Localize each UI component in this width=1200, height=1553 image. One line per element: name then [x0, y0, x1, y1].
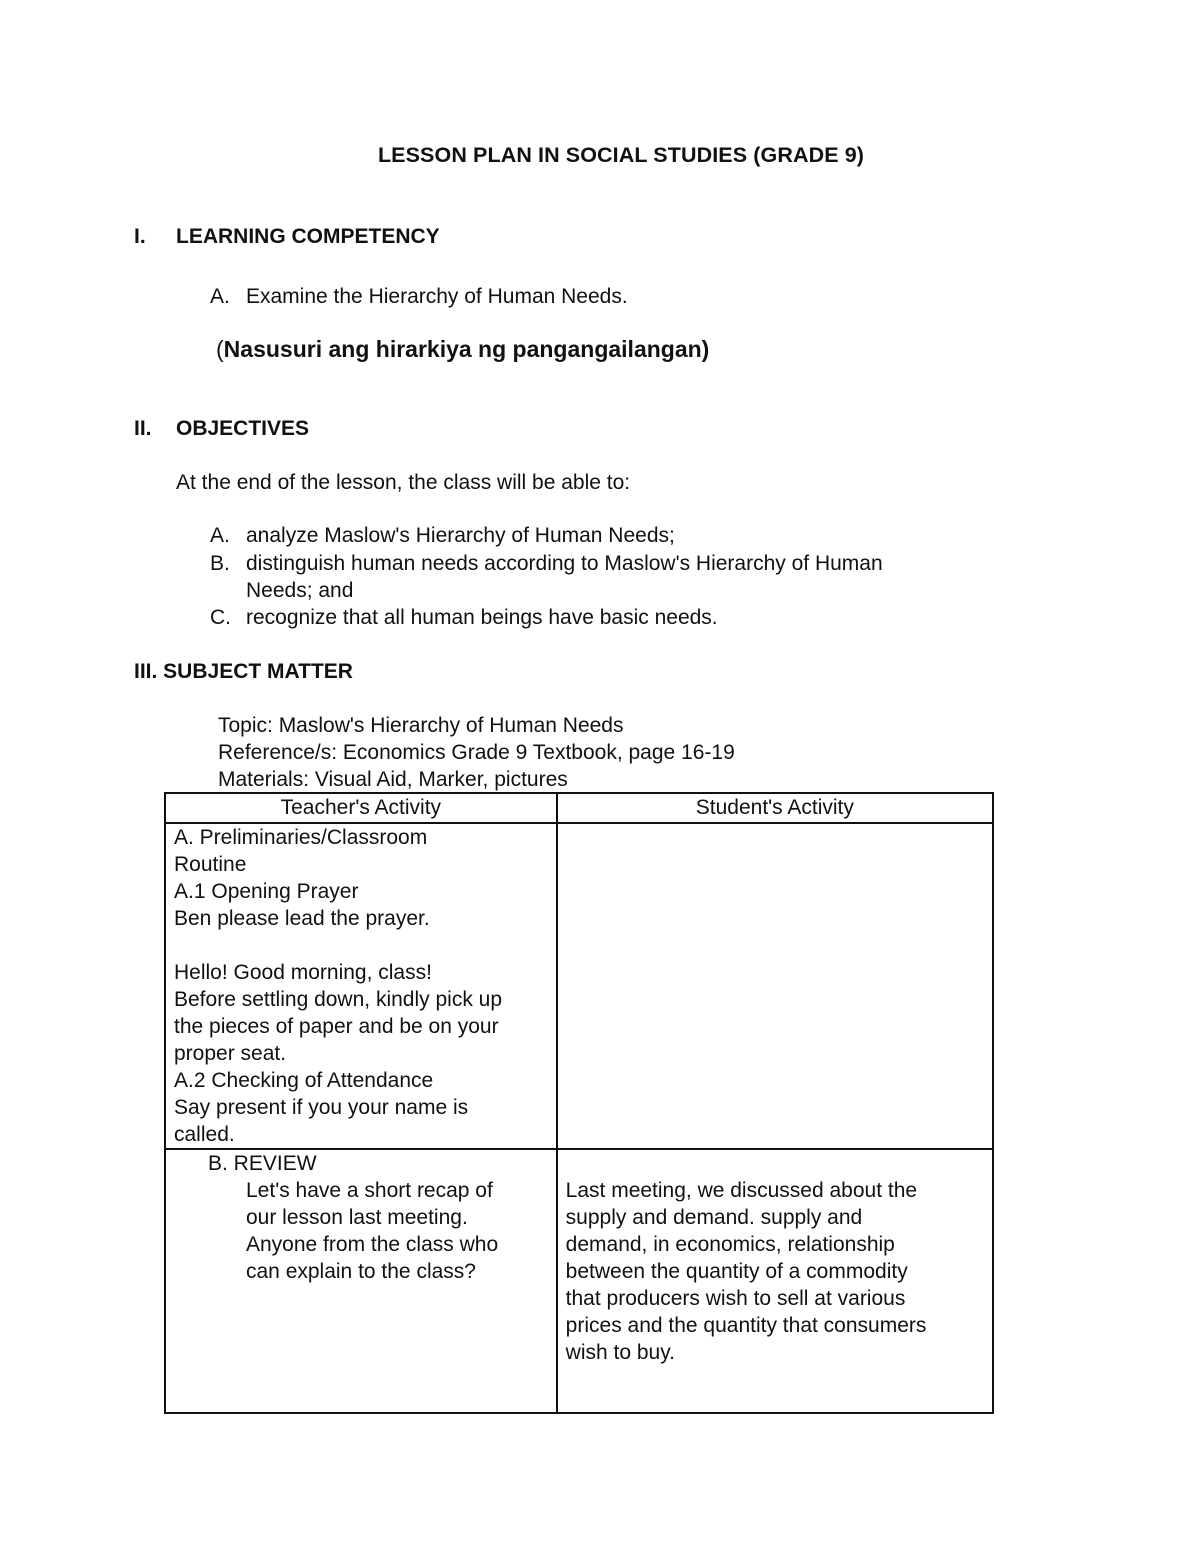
subject-materials: Materials: Visual Aid, Marker, pictures: [218, 768, 568, 791]
objective-a-letter: A.: [210, 524, 230, 547]
routine-line: A.1 Opening Prayer: [174, 880, 359, 903]
review-teacher-line: Anyone from the class who: [246, 1233, 499, 1256]
tagalog-open-paren: (: [216, 336, 224, 362]
objective-b-text: distinguish human needs according to Maslow's Hierarchy of Human: [246, 552, 883, 575]
routine-line: Hello! Good morning, class!: [174, 961, 432, 984]
page-title: LESSON PLAN IN SOCIAL STUDIES (GRADE 9): [377, 143, 865, 167]
objective-a-text: analyze Maslow's Hierarchy of Human Needs;: [246, 524, 675, 547]
routine-line: Routine: [174, 853, 247, 876]
routine-line: proper seat.: [174, 1042, 287, 1065]
table-header-row: [165, 793, 993, 823]
review-student-line: between the quantity of a commodity: [565, 1260, 908, 1283]
routine-teacher-cell: [165, 823, 557, 1149]
header-student-activity: Student's Activity: [557, 793, 993, 823]
subject-topic: Topic: Maslow's Hierarchy of Human Needs: [218, 714, 624, 737]
review-student-line: Last meeting, we discussed about the: [565, 1179, 918, 1202]
review-teacher-line: Let's have a short recap of: [246, 1179, 493, 1202]
competency-tagalog: [216, 336, 709, 363]
objective-b-continuation: Needs; and: [246, 579, 354, 602]
section-2-number: II.: [134, 417, 152, 440]
objective-b-letter: B.: [210, 552, 230, 575]
routine-line: called.: [174, 1123, 235, 1146]
header-teacher-activity: Teacher's Activity: [165, 793, 557, 823]
review-student-answer: [566, 1150, 984, 1366]
routine-line: Ben please lead the prayer.: [174, 907, 430, 930]
routine-blank-line: [174, 932, 548, 959]
tagalog-text: Nasusuri ang hirarkiya ng pangangailangan): [223, 336, 710, 362]
section-2-heading: OBJECTIVES: [176, 417, 310, 440]
review-teacher-cell: [165, 1149, 557, 1413]
table-row-review: [165, 1149, 993, 1413]
section-1-heading: LEARNING COMPETENCY: [176, 225, 440, 248]
routine-line: Say present if you your name is: [174, 1096, 469, 1119]
routine-line: the pieces of paper and be on your: [174, 1015, 499, 1038]
routine-line: A.2 Checking of Attendance: [174, 1069, 434, 1092]
review-heading: B. REVIEW: [208, 1152, 317, 1175]
section-1-number: I.: [134, 225, 146, 248]
objective-c-text: recognize that all human beings have basic needs.: [246, 606, 718, 629]
section-3-heading: III. SUBJECT MATTER: [134, 660, 353, 683]
subject-reference: Reference/s: Economics Grade 9 Textbook, page 16-19: [218, 741, 735, 764]
competency-item-letter: A.: [210, 285, 230, 308]
competency-item-text: Examine the Hierarchy of Human Needs.: [246, 285, 628, 308]
objectives-intro: At the end of the lesson, the class will be able to:: [176, 471, 631, 494]
objective-c-letter: C.: [210, 606, 231, 629]
table-row-routine: [165, 823, 993, 1149]
review-student-line: supply and demand. supply and: [565, 1206, 863, 1229]
review-student-cell: [557, 1149, 993, 1413]
routine-student-cell: [557, 823, 993, 1149]
review-student-line: prices and the quantity that consumers: [565, 1314, 927, 1337]
review-student-line: demand, in economics, relationship: [565, 1233, 895, 1256]
routine-line: A. Preliminaries/Classroom: [174, 826, 428, 849]
activity-table: [164, 792, 994, 1414]
review-student-line: that producers wish to sell at various: [565, 1287, 906, 1310]
review-teacher-line: can explain to the class?: [246, 1260, 476, 1283]
review-teacher-line: our lesson last meeting.: [246, 1206, 468, 1229]
review-student-line: wish to buy.: [565, 1341, 675, 1364]
routine-line: Before settling down, kindly pick up: [174, 988, 503, 1011]
